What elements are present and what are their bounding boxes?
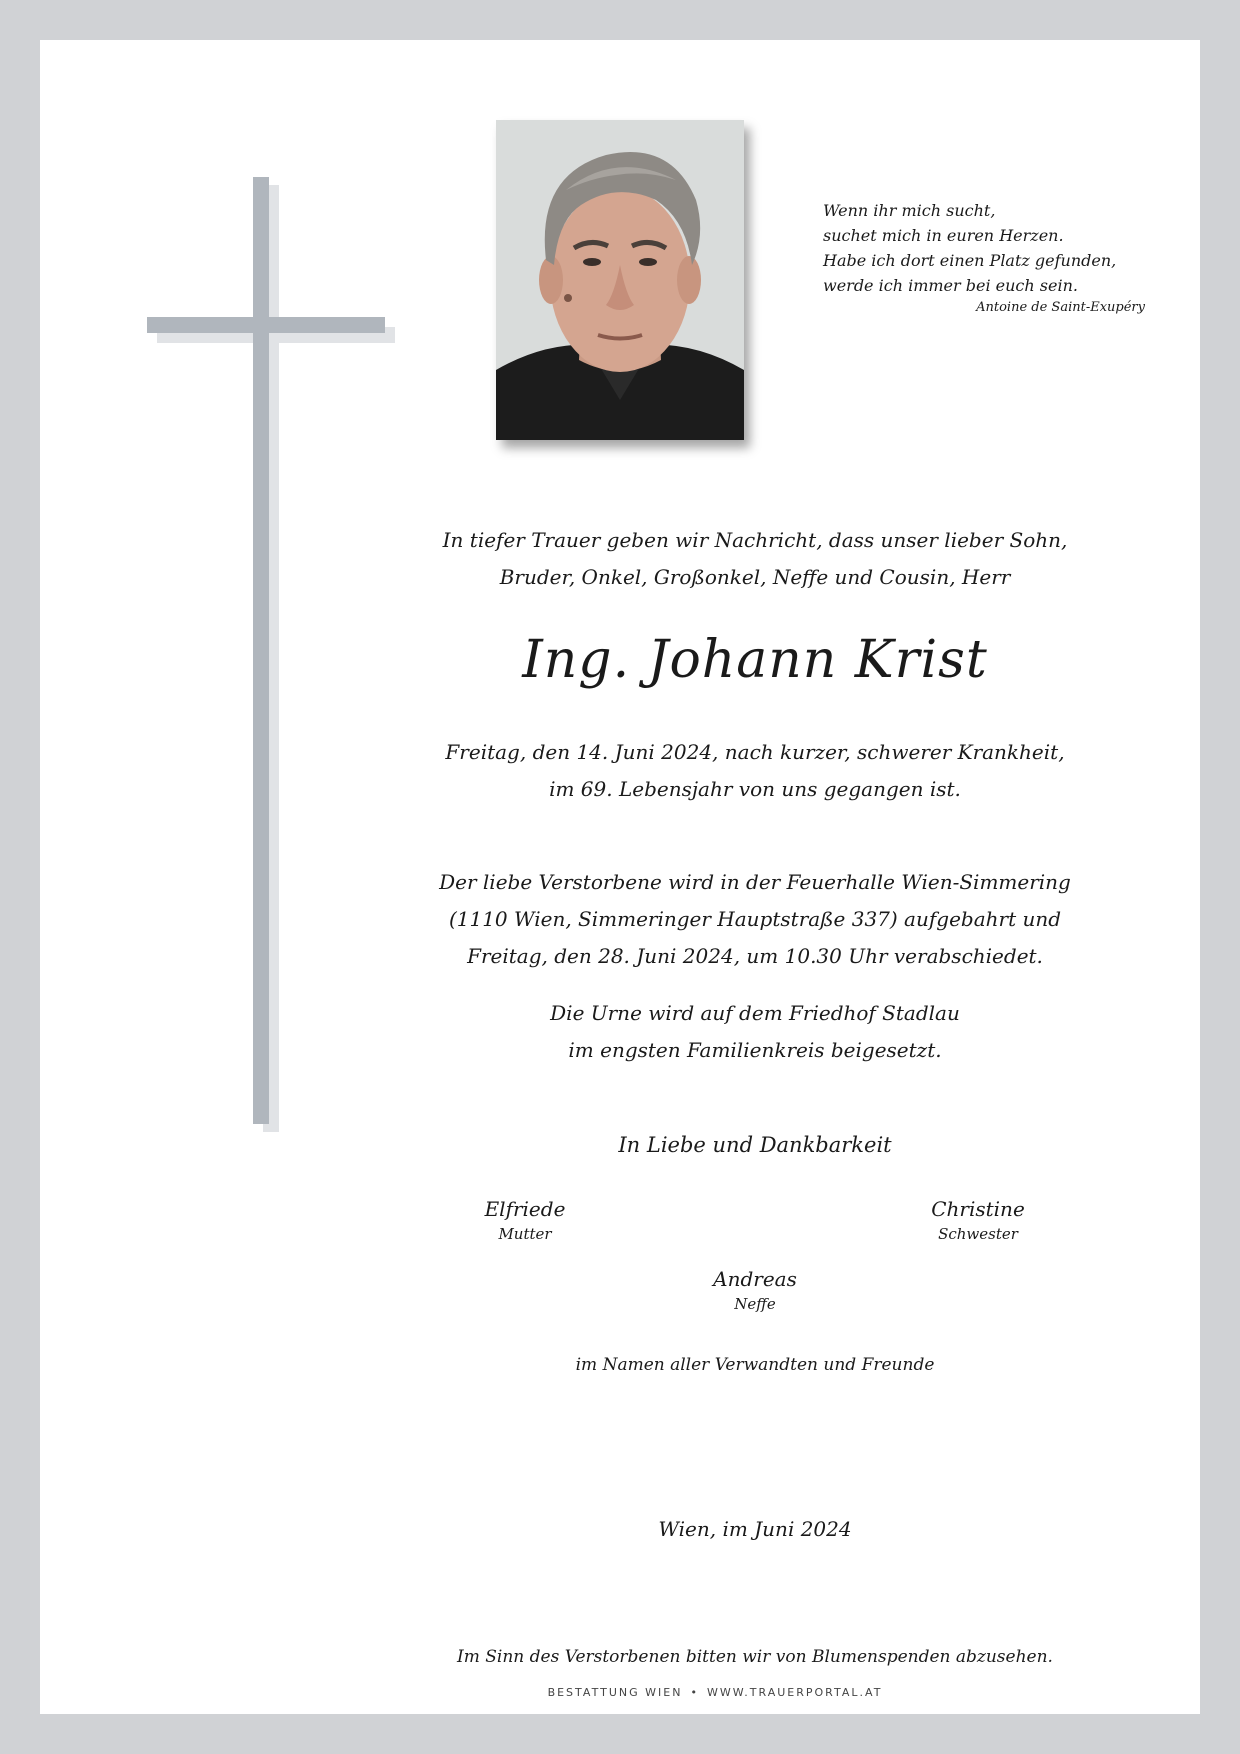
mourner-name: Andreas <box>713 1267 797 1291</box>
ceremony-notice <box>360 864 1150 975</box>
on-behalf-line: im Namen aller Verwandten und Freunde <box>575 1355 935 1375</box>
death-line: Freitag, den 14. Juni 2024, nach kurzer, schwerer Krankheit, <box>445 740 1065 764</box>
mourner-role: Neffe <box>734 1295 776 1313</box>
love-line: In Liebe und Dankbarkeit <box>618 1133 892 1157</box>
quote-line: Wenn ihr mich sucht, <box>823 201 996 220</box>
ceremony-line: Freitag, den 28. Juni 2024, um 10.30 Uhr verabschiedet. <box>467 944 1043 968</box>
mourner-role: Mutter <box>498 1225 552 1243</box>
quote-block <box>823 198 1163 318</box>
mourner-name: Christine <box>931 1197 1025 1221</box>
urn-line: Die Urne wird auf dem Friedhof Stadlau <box>550 1001 960 1025</box>
ceremony-line: Der liebe Verstorbene wird in der Feuerhalle Wien-Simmering <box>439 870 1071 894</box>
urn-line: im engsten Familienkreis beigesetzt. <box>568 1038 942 1062</box>
mourner-andreas <box>645 1265 865 1315</box>
quote-author: Antoine de Saint-Exupéry <box>976 300 1145 315</box>
mourner-christine <box>868 1195 1088 1245</box>
cross-icon-horizontal-bar <box>147 317 385 333</box>
urn-notice <box>360 995 1150 1069</box>
quote-line: werde ich immer bei euch sein. <box>823 276 1078 295</box>
footer-website-link[interactable]: WWW.TRAUERPORTAL.AT <box>706 1686 883 1699</box>
death-notice <box>360 734 1150 808</box>
flowers-note: Im Sinn des Verstorbenen bitten wir von Blumenspenden abzusehen. <box>457 1647 1053 1667</box>
deceased-portrait-photo <box>496 120 744 440</box>
footer-separator: • <box>690 1686 699 1699</box>
mourner-elfriede <box>415 1195 635 1245</box>
place-date: Wien, im Juni 2024 <box>658 1517 852 1541</box>
quote-line: Habe ich dort einen Platz gefunden, <box>823 251 1117 270</box>
quote-line: suchet mich in euren Herzen. <box>823 226 1064 245</box>
footer <box>320 1685 1110 1701</box>
footer-company: BESTATTUNG WIEN <box>547 1686 683 1699</box>
obituary-sheet <box>40 40 1200 1714</box>
deceased-name: Ing. Johann Krist <box>522 630 988 690</box>
death-line: im 69. Lebensjahr von uns gegangen ist. <box>549 777 961 801</box>
intro-line: Bruder, Onkel, Großonkel, Neffe und Cousin, Herr <box>499 565 1011 589</box>
intro-text <box>360 522 1150 596</box>
ceremony-line: (1110 Wien, Simmeringer Hauptstraße 337) aufgebahrt und <box>448 907 1062 931</box>
mourner-role: Schwester <box>938 1225 1018 1243</box>
mourner-name: Elfriede <box>484 1197 566 1221</box>
intro-line: In tiefer Trauer geben wir Nachricht, dass unser lieber Sohn, <box>442 528 1068 552</box>
